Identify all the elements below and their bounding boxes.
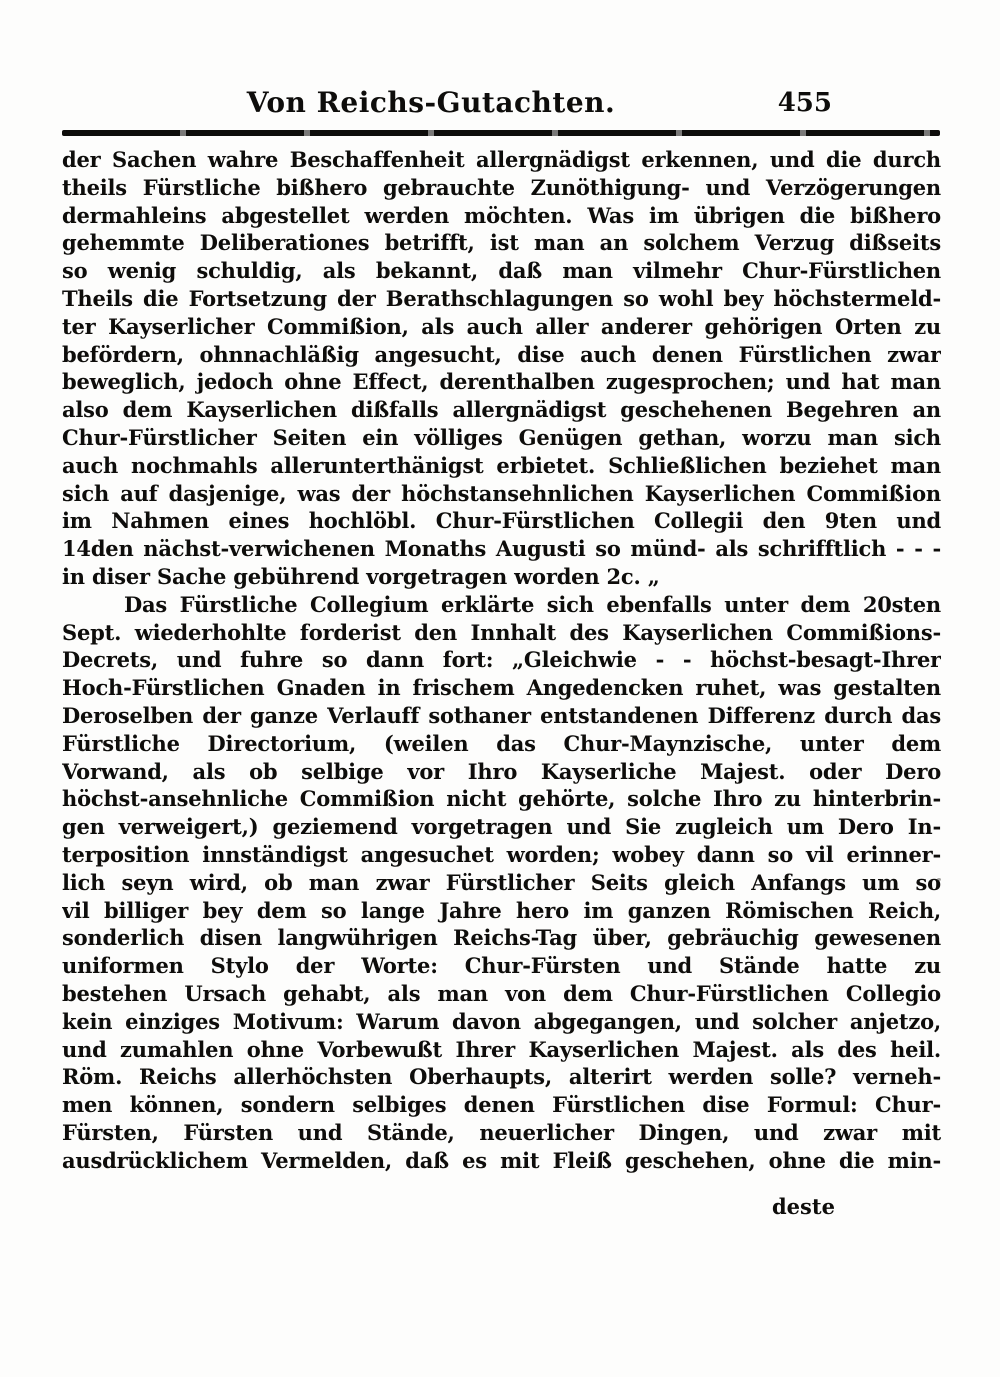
text-line: Theils die Fortsetzung der Berathschlagungen so wohl bey höchstermeld- [62, 285, 941, 311]
text-line: Sept. wiederhohlte forderist den Innhalt des Kayserlichen Commißions- [62, 619, 941, 645]
header-rule [62, 130, 940, 136]
text-line: dermahleins abgestellet werden möchten. Was im übrigen die bißhero [62, 202, 941, 228]
text-line: Hoch-Fürstlichen Gnaden in frischem Angedencken ruhet, was gestalten [62, 675, 941, 701]
text-line: Deroselben der ganze Verlauff sothaner entstandenen Differenz durch das [62, 702, 941, 728]
text-line: beweglich, jedoch ohne Effect, derenthalben zugesprochen; und hat man [62, 369, 941, 395]
body-text [62, 146, 941, 1174]
text-line: vil billiger bey dem so lange Jahre hero im ganzen Römischen Reich, [62, 897, 941, 923]
text-line: und zumahlen ohne Vorbewußt Ihrer Kayserlichen Majest. als des heil. [62, 1036, 941, 1062]
page-header [62, 86, 940, 126]
text-line: gen verweigert,) geziemend vorgetragen und Sie zugleich um Dero In- [62, 814, 941, 840]
text-line: also dem Kayserlichen dißfalls allergnädigst geschehenen Begehren an [62, 397, 941, 423]
text-line: befördern, ohnnachläßig angesucht, dise auch denen Fürstlichen zwar [62, 341, 941, 367]
text-line: der Sachen wahre Beschaffenheit allergnädigst erkennen, und die durch [62, 147, 941, 172]
running-title: Von Reichs-Gutachten. [246, 86, 616, 119]
text-line: ausdrücklichem Vermelden, daß es mit Fleiß geschehen, ohne die min- [62, 1147, 941, 1173]
text-line: ter Kayserlicher Commißion, als auch aller anderer gehörigen Orten zu [62, 313, 941, 339]
text-line: lich seyn wird, ob man zwar Fürstlicher Seits gleich Anfangs um so [62, 869, 941, 895]
text-line: sich auf dasjenige, was der höchstansehnlichen Kayserlichen Commißion [62, 480, 941, 506]
text-line: kein einziges Motivum: Warum davon abgegangen, und solcher anjetzo, [62, 1008, 941, 1034]
text-line: Chur-Fürstlicher Seiten ein völliges Genügen gethan, worzu man sich [62, 424, 941, 450]
text-line: 14den nächst-verwichenen Monaths Augusti so münd- als schrifftlich - - - [62, 536, 941, 562]
text-line: gehemmte Deliberationes betrifft, ist man an solchem Verzug dißseits [62, 230, 941, 256]
text-line: sonderlich disen langwührigen Reichs-Tag über, gebräuchig gewesenen [62, 925, 941, 951]
text-line: Vorwand, als ob selbige vor Ihro Kayserliche Majest. oder Dero [62, 758, 941, 784]
scan-speck [937, 878, 941, 881]
text-line: Fürsten, Fürsten und Stände, neuerlicher Dingen, und zwar mit [62, 1119, 941, 1145]
text-line: men können, sondern selbiges denen Fürstlichen dise Formul: Chur- [62, 1092, 941, 1118]
text-line: terposition innständigst angesuchet worden; wobey dann so vil erinner- [62, 841, 941, 867]
text-line: auch nochmahls allerunterthänigst erbietet. Schließlichen beziehet man [62, 452, 941, 478]
page-number: 455 [777, 88, 832, 118]
text-line: theils Fürstliche bißhero gebrauchte Zunöthigung- und Verzögerungen [62, 174, 941, 200]
text-line: in diser Sache gebührend vorgetragen worden 2c. „ [62, 563, 660, 589]
text-line: Decrets, und fuhre so dann fort: „Gleichwie - - höchst-besagt-Ihrer [62, 647, 941, 673]
catchword: deste [772, 1194, 835, 1219]
text-line: Das Fürstliche Collegium erklärte sich ebenfalls unter dem 20sten [124, 591, 941, 617]
text-line: Fürstliche Directorium, (weilen das Chur-Maynzische, unter dem [62, 730, 941, 756]
text-line: im Nahmen eines hochlöbl. Chur-Fürstlichen Collegii den 9ten und [62, 508, 941, 534]
scan-speck [788, 1164, 791, 1167]
text-line: Röm. Reichs allerhöchsten Oberhaupts, alterirt werden solle? verneh- [62, 1064, 941, 1090]
text-line: so wenig schuldig, als bekannt, daß man vilmehr Chur-Fürstlichen [62, 258, 941, 284]
text-line: uniformen Stylo der Worte: Chur-Fürsten und Stände hatte zu [62, 953, 941, 979]
text-line: bestehen Ursach gehabt, als man von dem Chur-Fürstlichen Collegio [62, 980, 941, 1006]
text-line: höchst-ansehnliche Commißion nicht gehörte, solche Ihro zu hinterbrin- [62, 786, 941, 812]
